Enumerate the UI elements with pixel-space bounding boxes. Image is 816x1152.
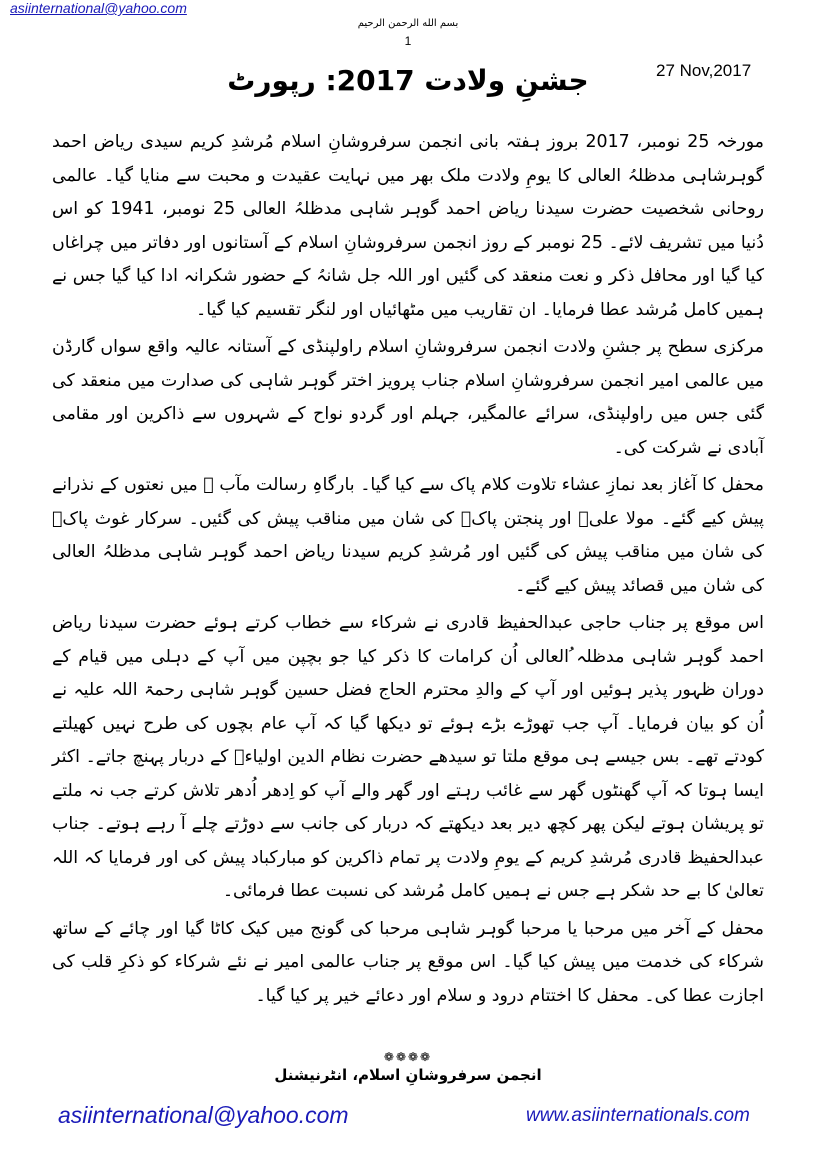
footer-website-link[interactable]: www.asiinternationals.com xyxy=(526,1105,750,1126)
bismillah-heading: بسم الله الرحمن الرحیم xyxy=(357,18,459,29)
paragraph-program: محفل کا آغاز بعد نمازِ عشاء تلاوت کلام پاک سے کیا گیا۔ بارگاہِ رسالت مآب ﷺ میں نعتوں کے نذرانے پیش کیے گئے۔ مولا علیؑ اور پنجتن پاکؑ کی شان میں مناقب پیش کی گئیں۔ سرکار غوث پاکؒ کی شان میں مناقب پیش کی گئیں اور مُرشدِ کریم سیدنا ریاض احمد گوہر شاہی مدظلہُ العالی کی شان میں قصائد پیش کیے گئے۔ xyxy=(52,475,764,596)
paragraph-central-event: مرکزی سطح پر جشنِ ولادت انجمن سرفروشانِ اسلام راولپنڈی کے آستانہ عالیہ واقع سواں گارڈن میں عالمی امیر انجمن سرفروشانِ اسلام جناب پرویز اختر گوہر شاہی کی صدارت میں منعقد کی گئی جس میں راولپنڈی، سرائے عالمگیر، جہلم اور گردو نواح کے شہروں سے ذاکرین اور مقامی آبادی نے شرکت کی۔ xyxy=(52,337,764,458)
header-email-link[interactable]: asiinternational@yahoo.com xyxy=(10,0,187,16)
page-number: 1 xyxy=(404,34,412,48)
paragraph-intro: مورخہ 25 نومبر، 2017 بروز ہفتہ بانی انجمن سرفروشانِ اسلام مُرشدِ کریم سیدی ریاض احمد گوہرشاہی مدظلہُ العالی کا یومِ ولادت ملک بھر میں نہایت عقیدت و محبت سے منایا گیا۔ عالمی روحانی شخصیت حضرت سیدنا ریاض احمد گوہر شاہی مدظلہُ العالی 25 نومبر، 1941 کو اس دُنیا میں تشریف لائے۔ 25 نومبر کے روز انجمن سرفروشانِ اسلام کے آستانوں اور دفاتر میں چراغاں کیا گیا اور محافل ذکر و نعت منعقد کی گئیں اور اللہ جل شانہُ کے حضور شکرانہ ادا کیا گیا جس نے ہمیں کامل مُرشد عطا فرمایا۔ ان تقاریب میں مٹھائیاں اور لنگر تقسیم کیا گیا۔ xyxy=(52,132,764,320)
paragraph-closing: محفل کے آخر میں مرحبا یا مرحبا گوہر شاہی مرحبا کی گونج میں کیک کاٹا گیا اور چائے کے ساتھ شرکاء کی خدمت میں پیش کیا گیا۔ اس موقع پر جناب عالمی امیر نے نئے شرکاء کو ذکرِ قلب کی اجازت عطا کی۔ محفل کا اختتام درود و سلام اور دعائے خیر پر کیا گیا۔ xyxy=(52,918,764,1006)
paragraph-speech: اس موقع پر جناب حاجی عبدالحفیظ قادری نے شرکاء سے خطاب کرتے ہوئے حضرت سیدنا ریاض احمد گوہر شاہی مدظلہ ُالعالی اُن کرامات کا ذکر کیا جو بچپن میں آپ کے دہلی میں قیام کے دوران ظہور پذیر ہوئیں اور آپ کے والدِ محترم الحاج فضل حسین گوہر شاہی رحمۃ اللہ علیہ نے اُن کو بیان فرمایا۔ آپ جب تھوڑے بڑے ہوئے تو دیکھا گیا کہ آپ عام بچوں کی طرح نہیں کھیلتے کودتے تھے۔ بس جیسے ہی موقع ملتا تو سیدھے حضرت نظام الدین اولیاءؒ کے دربار پہنچ جاتے۔ اکثر ایسا ہوتا کہ آپ گھنٹوں گھر سے غائب رہتے اور گھر والے آپ کو اِدھر اُدھر تلاش کرتے جب نہ ملتے تو پریشان ہوتے لیکن پھر کچھ دیر بعد دیکھتے کہ دربار کی جانب سے دوڑتے چلے آ رہے ہوتے۔ جناب عبدالحفیظ قادری مُرشدِ کریم کے یومِ ولادت پر تمام ذاکرین کو مبارکباد پیش کی اور فرمایا کہ اللہ تعالیٰ کا بے حد شکر ہے جس نے ہمیں کامل مُرشد کی نسبت عطا فرمائی۔ xyxy=(52,613,764,901)
footer-organization: انجمن سرفروشانِ اسلام، انٹرنیشنل xyxy=(274,1066,542,1084)
footer-email-link[interactable]: asiinternational@yahoo.com xyxy=(58,1102,349,1128)
report-body xyxy=(52,126,764,1017)
report-date: 27 Nov,2017 xyxy=(656,61,752,80)
page-title: جشنِ ولادت 2017: رپورٹ xyxy=(227,64,589,97)
ornament-stars: ❁❁❁❁ xyxy=(383,1050,433,1064)
